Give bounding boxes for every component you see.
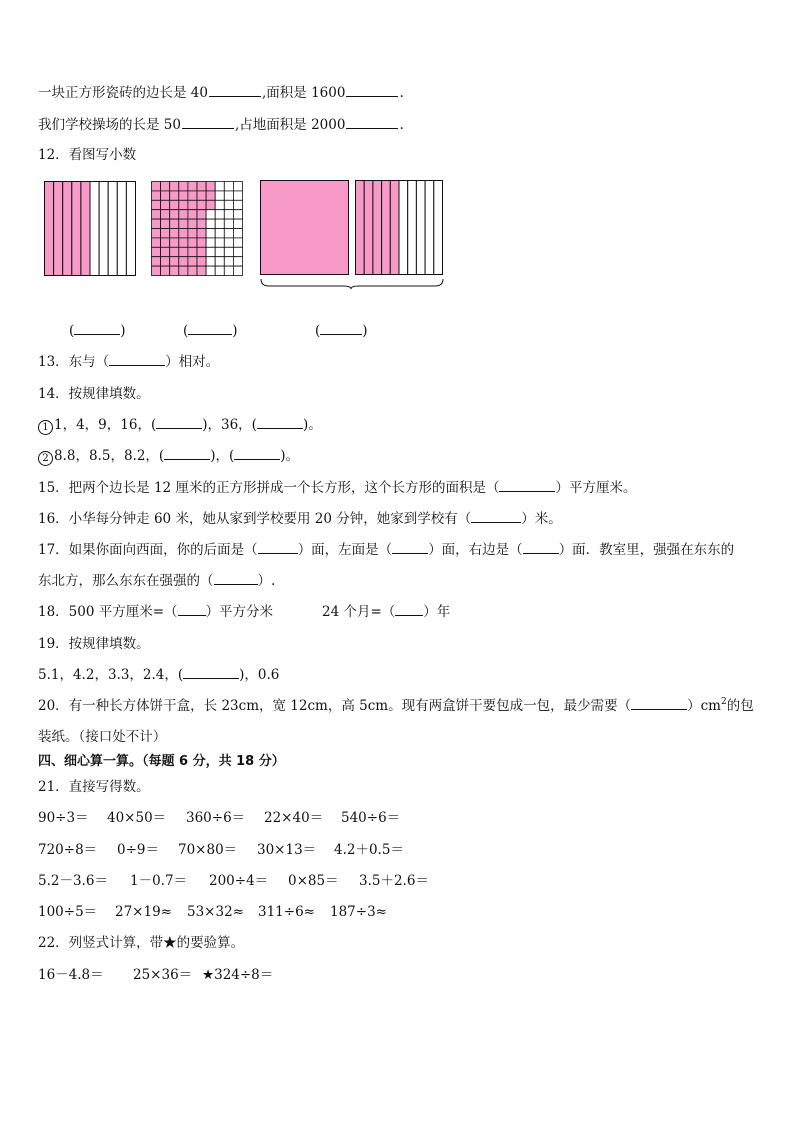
question-22: 22．列竖式计算，带★的要验算。 [38,935,245,951]
calc-item: 53×32≈ [187,904,244,920]
grid-cell [152,182,161,191]
grid-cell [161,219,170,228]
grid-cell [197,229,206,238]
grid-cell [179,266,188,275]
answer-blank[interactable] [257,416,303,429]
answer-blank[interactable] [182,115,234,129]
text-line: 我们学校操场的长是 50 ,占地面积是 2000 . [38,117,404,133]
column-cell [408,181,417,275]
column-cell [416,181,425,275]
calc-item: 4.2＋0.5＝ [334,842,404,858]
answer-blank[interactable] [392,541,428,554]
calc-item: 1－0.7＝ [130,873,188,889]
grid-cell [179,210,188,219]
grid-cell [161,266,170,275]
circled-number: 1 [38,420,53,435]
calc-item: 90÷3＝ [38,810,89,826]
grid-cell [233,257,242,266]
grid-cell [170,238,179,247]
grid-cell [224,266,233,275]
grid-cell [188,200,197,209]
grid-cell [170,266,179,275]
grid-cell [188,257,197,266]
grid-cell [215,200,224,209]
column-cell [117,182,126,276]
grid-cell [161,229,170,238]
grid-cell [179,191,188,200]
calc-item: 311÷6≈ [258,904,315,920]
grid-cell [161,238,170,247]
grid-cell [197,182,206,191]
grid-cell [179,247,188,256]
calc-item: 720÷8＝ [38,842,98,858]
grid-cell [233,247,242,256]
grid-cell [206,247,215,256]
column-cell [90,182,99,276]
answer-blank[interactable] [346,115,398,129]
grid-cell [224,182,233,191]
calc-item: 187÷3≈ [330,904,387,920]
question-19: 19．按规律填数。 [38,636,150,652]
question-17: 17．如果你面向西面，你的后面是（ ）面，左面是（ ）面，右边是（ ）面．教室里，强强在东东的 [38,542,735,558]
grid-cell [197,210,206,219]
calc-item: 100÷5＝ [38,904,98,920]
answer-blank[interactable] [109,353,165,366]
grid-cell [233,191,242,200]
grid-cell [161,257,170,266]
grid-cell [215,219,224,228]
column-cell [81,182,90,276]
grid-cell [215,182,224,191]
grid-cell [161,210,170,219]
grid-cell [152,266,161,275]
grid-cell [161,191,170,200]
calc-item: 40×50＝ [107,810,167,826]
grid-cell [152,219,161,228]
calc-item: 3.5＋2.6＝ [359,873,429,889]
grid-cell [170,210,179,219]
grid-cell [188,238,197,247]
answer-blank[interactable] [183,666,239,679]
column-cell [364,181,373,275]
grid-cell [233,229,242,238]
grid-cell [161,200,170,209]
grid-cell [152,238,161,247]
grid-cell [215,238,224,247]
grid-cell [233,238,242,247]
question-18-part-2: 24 个月=（ ）年 [322,604,451,620]
grid-cell [215,210,224,219]
grid-cell [224,257,233,266]
calc-item: 0÷9＝ [117,842,159,858]
calc-item: 540÷6＝ [341,810,401,826]
grid-cell [179,182,188,191]
grid-cell [161,182,170,191]
circled-number: 2 [38,451,53,466]
question-16: 16．小华每分钟走 60 米，她从家到学校要用 20 分钟，她家到学校有（ ）米。 [38,511,562,527]
grid-cell [224,247,233,256]
grid-cell [224,229,233,238]
grid-cell [170,200,179,209]
grid-cell [152,191,161,200]
vertical-calc-item: 25×36＝ [133,967,193,983]
column-cell [126,182,135,276]
grid-cell [197,247,206,256]
answer-blank[interactable] [258,541,298,554]
column-cell [108,182,117,276]
column-cell [390,181,399,275]
grid-cell [215,257,224,266]
question-20-continued: 装纸。（接口处不计） [38,729,167,745]
question-18: 18．500 平方厘米=（ ）平方分米 [38,604,274,620]
grid-cell [179,229,188,238]
grid-cell [197,238,206,247]
grid-cell [152,200,161,209]
grid-cell [188,210,197,219]
grid-cell [215,229,224,238]
grid-cell [152,210,161,219]
grid-cell [206,210,215,219]
grid-cell [197,219,206,228]
grid-cell [215,247,224,256]
answer-blank[interactable] [164,447,210,460]
figure-columns-tenths [44,181,136,276]
grid-cell [233,200,242,209]
calc-item: 30×13＝ [257,842,317,858]
question-13: 13．东与（ ）相对。 [38,354,220,370]
vertical-calc-item: ★324÷8＝ [202,967,274,983]
grid-cell [179,200,188,209]
grid-cell [215,266,224,275]
grid-cell [224,191,233,200]
grid-cell [206,182,215,191]
grid-cell [233,210,242,219]
grid-cell [152,257,161,266]
grid-cell [152,229,161,238]
column-cell [356,181,365,275]
grid-cell [179,219,188,228]
answer-blank[interactable] [346,83,398,97]
grid-cell [197,200,206,209]
grid-cell [188,266,197,275]
grid-cell [206,238,215,247]
answer-blank[interactable] [234,447,280,460]
answer-blank[interactable] [395,603,423,616]
answer-blank[interactable] [471,510,521,523]
grid-cell [206,200,215,209]
grid-cell [170,191,179,200]
calc-item: 200÷4＝ [209,873,269,889]
grid-cell [188,219,197,228]
figure-hundred-grid [151,181,243,276]
grid-cell [188,229,197,238]
question-21: 21．直接写得数。 [38,779,150,795]
calc-item: 27×19≈ [115,904,172,920]
figure-1-answer[interactable]: ( ) [69,323,126,339]
column-cell [45,182,54,276]
grid-cell [206,266,215,275]
answer-blank[interactable] [188,322,232,335]
grid-cell [206,257,215,266]
column-cell [63,182,72,276]
column-cell [99,182,108,276]
text-line: 一块正方形瓷砖的边长是 40 ,面积是 1600 . [38,85,404,101]
vertical-calc-item: 16－4.8＝ [38,967,104,983]
grid-cell [206,219,215,228]
grid-cell [161,247,170,256]
grid-cell [170,182,179,191]
answer-blank[interactable] [320,322,362,335]
question-14-part-1: 1 1，4，9，16，( )，36，( )。 [38,416,322,435]
grid-cell [188,191,197,200]
column-cell [425,181,434,275]
grid-cell [179,257,188,266]
calc-item: 5.2－3.6＝ [38,873,108,889]
grid-cell [179,238,188,247]
answer-blank[interactable] [499,479,555,492]
column-cell [72,182,81,276]
full-square [261,181,349,275]
grid-cell [170,247,179,256]
column-cell [399,181,408,275]
calc-item: 360÷6＝ [186,810,246,826]
grid-cell [170,257,179,266]
grid-cell [224,210,233,219]
grid-cell [170,219,179,228]
calc-item: 70×80＝ [178,842,238,858]
grid-cell [188,182,197,191]
grid-cell [233,266,242,275]
answer-blank[interactable] [209,83,261,97]
calc-item: 22×40＝ [264,810,324,826]
grid-cell [233,219,242,228]
column-cell [373,181,382,275]
question-20: 20．有一种长方体饼干盒，长 23cm，宽 12cm，高 5cm。现有两盒饼干要包成一包，最少需要（ ）$cm^2$的包 [38,697,754,714]
grid-cell [197,257,206,266]
figure-one-and-tenths [259,179,445,289]
answer-blank[interactable] [214,572,258,585]
grid-cell [233,182,242,191]
figure-3-answer[interactable]: ( ) [315,323,368,339]
section-heading: 四、细心算一算。（每题 6 分，共 18 分） [38,754,285,769]
grid-cell [224,200,233,209]
brace [261,279,443,289]
grid-cell [224,238,233,247]
question-14-part-2: 2 8.8，8.5，8.2，( )，( )。 [38,447,299,466]
answer-blank[interactable] [74,322,120,335]
grid-cell [197,266,206,275]
column-cell [382,181,391,275]
grid-cell [170,229,179,238]
grid-cell [206,229,215,238]
column-cell [54,182,63,276]
question-14: 14．按规律填数。 [38,386,150,402]
column-cell [434,181,443,275]
answer-blank[interactable] [156,416,202,429]
question-15: 15．把两个边长是 12 厘米的正方形拼成一个长方形，这个长方形的面积是（ ）平方厘米。 [38,480,637,496]
calc-item: 0×85＝ [288,873,339,889]
grid-cell [188,247,197,256]
answer-blank[interactable] [631,697,687,710]
answer-blank[interactable] [523,541,559,554]
question-19-sequence: 5.1，4.2，3.3，2.4，( )，0.6 [38,667,280,683]
grid-cell [206,191,215,200]
question-17-continued: 东北方，那么东东在强强的（ ）. [38,573,276,589]
grid-cell [152,247,161,256]
answer-blank[interactable] [178,603,206,616]
grid-cell [197,191,206,200]
grid-cell [224,219,233,228]
figure-2-answer[interactable]: ( ) [183,323,238,339]
grid-cell [215,191,224,200]
question-12: 12．看图写小数 [38,147,137,163]
